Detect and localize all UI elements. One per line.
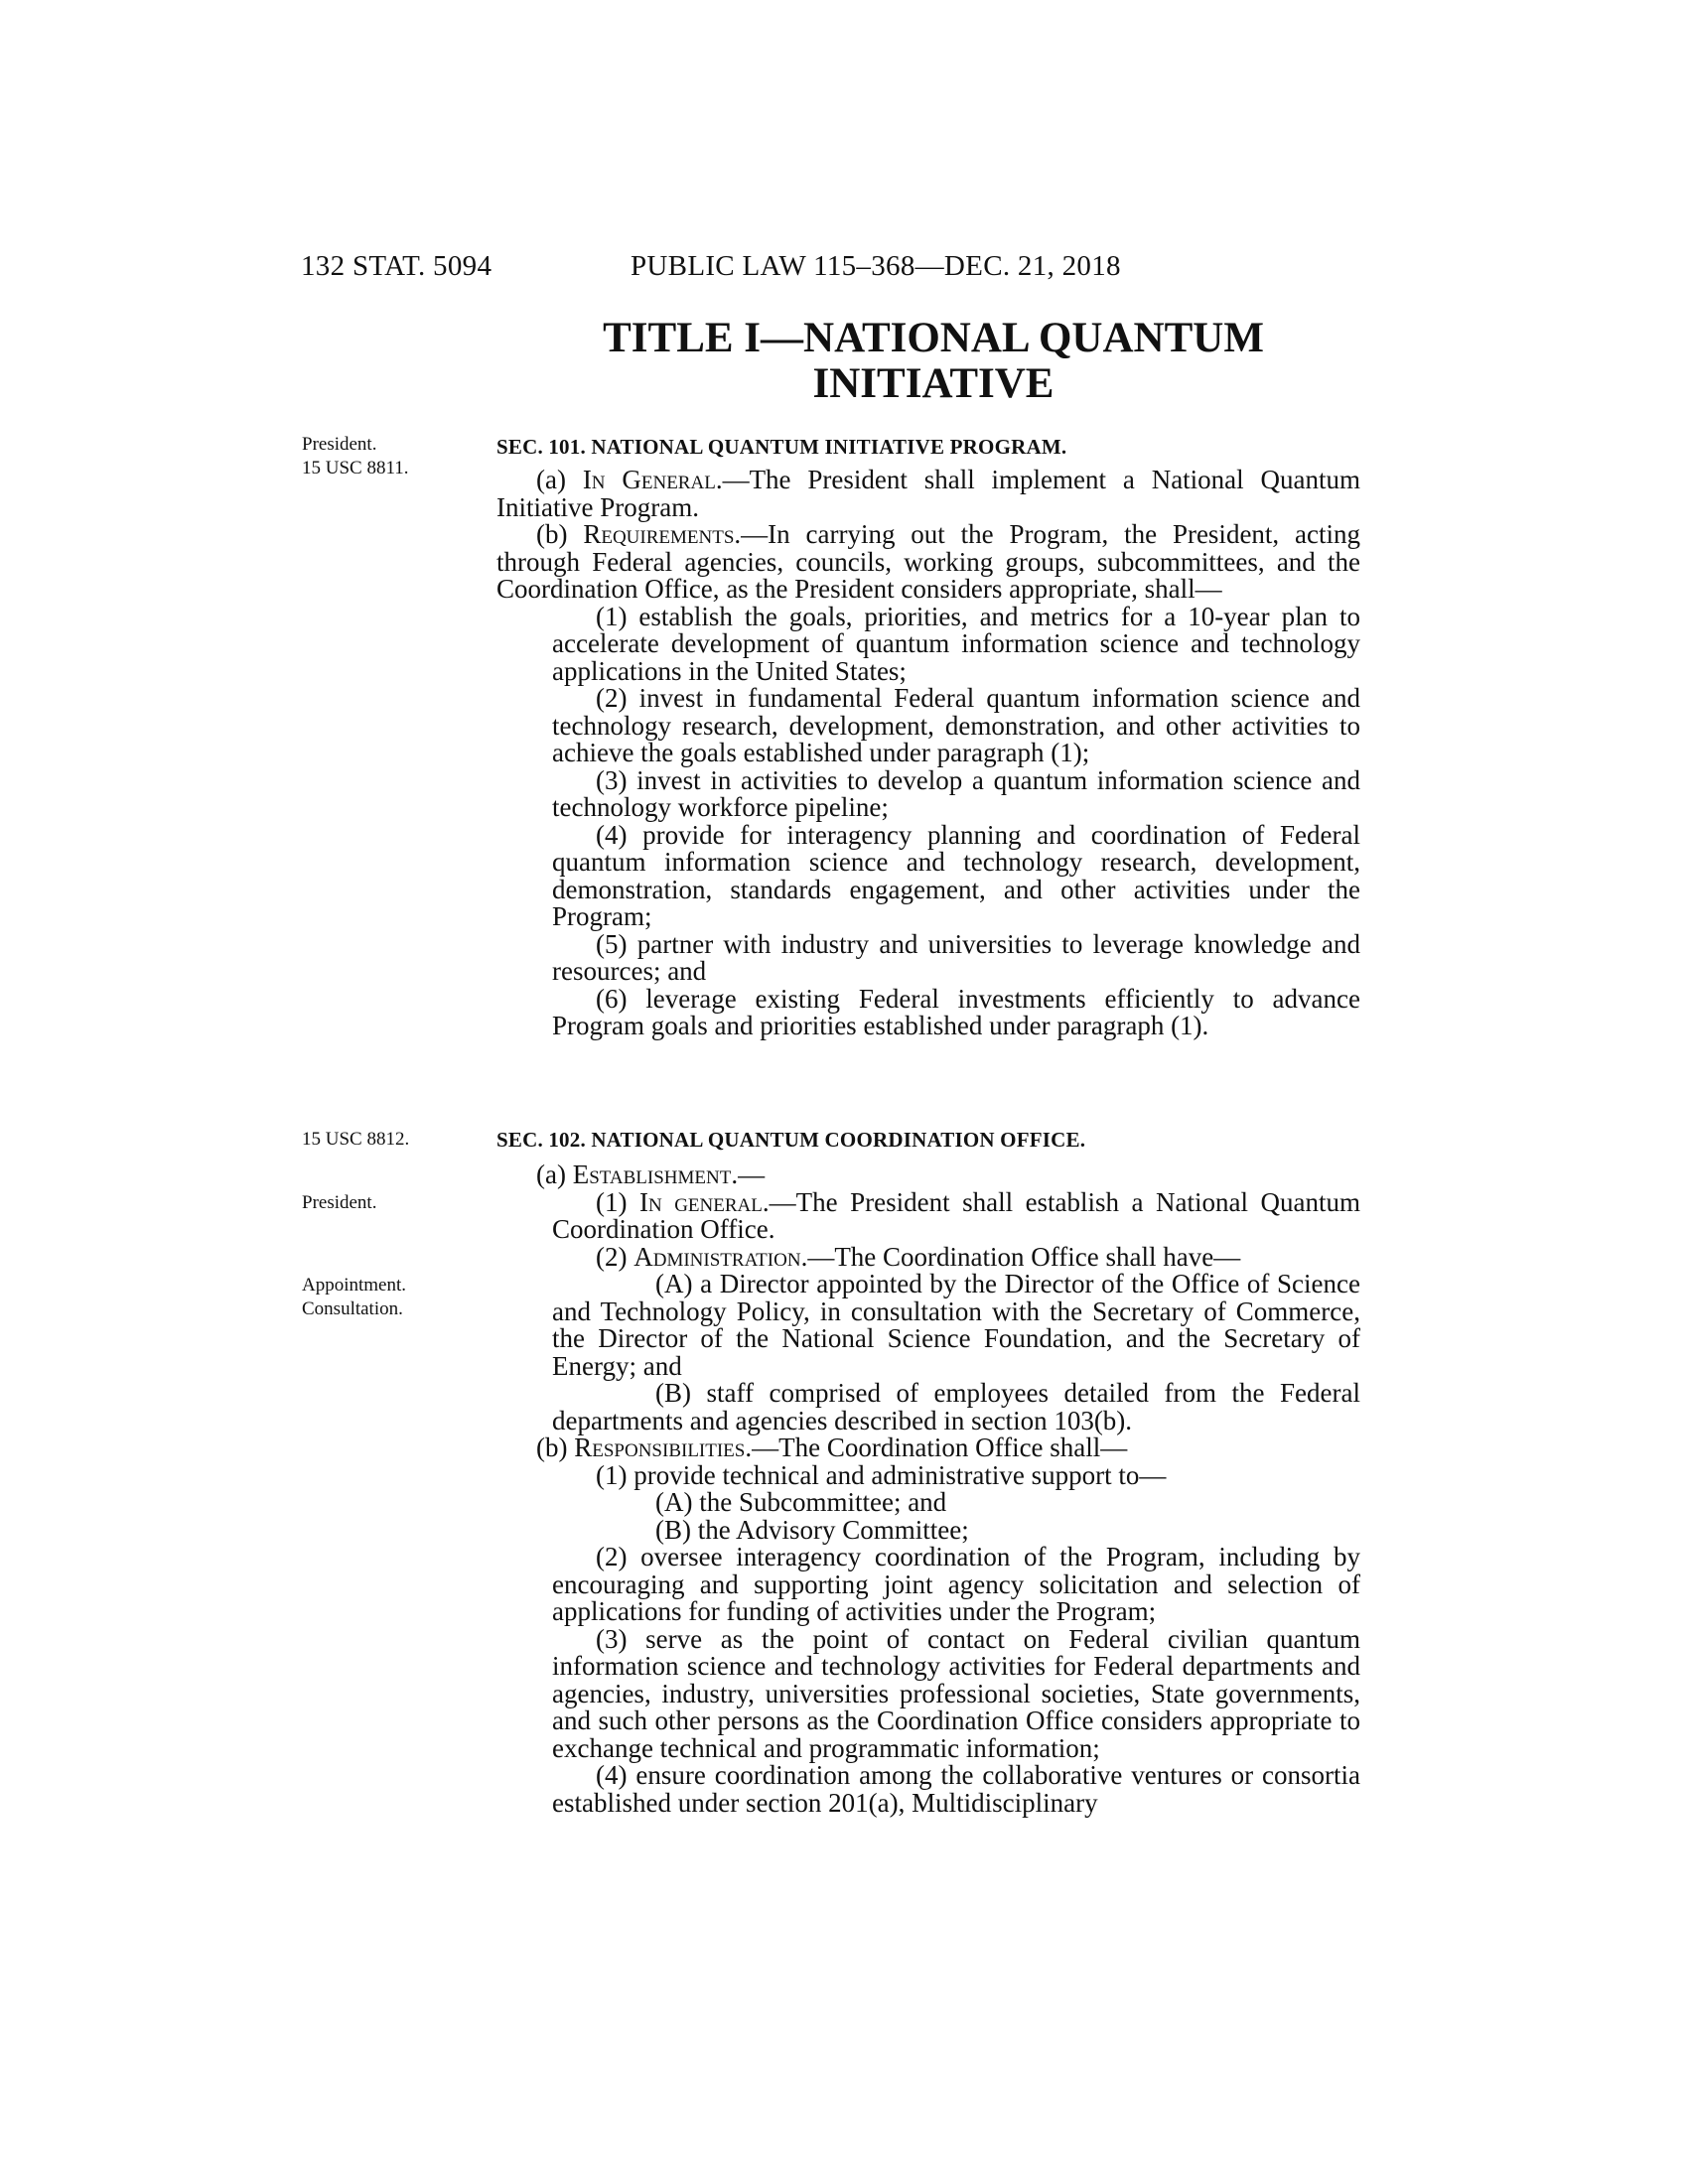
margin-note-appointment: Appointment. <box>302 1275 407 1296</box>
title-line-1: TITLE I—NATIONAL QUANTUM <box>603 315 1264 361</box>
sec102-a-paragraph-1: (1) In general.—The President shall establish a National Quantum Coordination Office. <box>552 1186 1360 1244</box>
sec102-subsection-b: (b) Responsibilities.—The Coordination Office shall— <box>536 1433 1128 1462</box>
sec102-a-paragraph-2: (2) Administration.—The Coordination Office shall have— <box>596 1241 1241 1272</box>
sec102-b1-subparagraph-b: (B) the Advisory Committee; <box>655 1514 969 1545</box>
page-stat-number: 132 STAT. 5094 <box>301 250 492 282</box>
sec102-b-paragraph-1: (1) provide technical and administrative support to— <box>596 1459 1167 1490</box>
section-102-body <box>496 1161 1360 1817</box>
margin-note-usc-8812: 15 USC 8812. <box>302 1129 410 1150</box>
sec102-b1-subparagraph-a: (A) the Subcommittee; and <box>655 1487 947 1517</box>
sec102-a2-subparagraph-a: (A) a Director appointed by the Director of the Office of Science and Technology Policy, in consultation with the Secretary of Commerce, the Director of the National Science Foundation, and the Secretary of Energy; and <box>552 1269 1360 1381</box>
sec101-paragraph-3: (3) invest in activities to develop a quantum information science and technology workforce pipeline; <box>552 764 1360 822</box>
margin-note-president-2: President. <box>302 1192 377 1213</box>
sec102-subsection-a: (a) Establishment.— <box>536 1160 766 1189</box>
sec101-paragraph-1: (1) establish the goals, priorities, and metrics for a 10-year plan to accelerate development of quantum information science and technology applications in the United States; <box>552 601 1360 686</box>
margin-note-consultation: Consultation. <box>302 1298 403 1319</box>
sec101-paragraph-6: (6) leverage existing Federal investments efficiently to advance Program goals and priorities established under paragraph (1). <box>552 983 1360 1040</box>
section-101-body <box>496 467 1360 1040</box>
sec101-paragraph-2: (2) invest in fundamental Federal quantum information science and technology research, development, demonstration, and other activities to achieve the goals established under paragraph (1); <box>552 683 1360 767</box>
sec101-paragraph-5: (5) partner with industry and universities to leverage knowledge and resources; and <box>552 928 1360 986</box>
margin-note-president: President. <box>302 434 377 455</box>
sec101-paragraph-4: (4) provide for interagency planning and coordination of Federal quantum information science and technology research, development, demonstration, standards engagement, and other activities under the Program; <box>552 819 1360 931</box>
sec102-b-paragraph-3: (3) serve as the point of contact on Federal civilian quantum information science and technology activities for Federal departments and agencies, industry, universities professional societies, State governments, and such other persons as the Coordination Office considers appropriate to exchange technical and programmatic information; <box>552 1623 1360 1763</box>
margin-note-usc-8811: 15 USC 8811. <box>302 458 409 478</box>
sec101-subsection-a: (a) In General.—The President shall implement a National Quantum Initiative Program. <box>496 465 1360 522</box>
sec102-b-paragraph-4: (4) ensure coordination among the collaborative ventures or consortia established under section 201(a), Multidisciplinary <box>552 1760 1360 1818</box>
sec101-subsection-b: (b) Requirements.—In carrying out the Program, the President, acting through Federal agencies, councils, working groups, subcommittees, and the Coordination Office, as the President considers appropriate, shall— <box>496 519 1360 604</box>
section-101-heading: SEC. 101. NATIONAL QUANTUM INITIATIVE PROGRAM. <box>496 435 1067 459</box>
title-line-2: INITIATIVE <box>812 360 1055 407</box>
page-law-citation: PUBLIC LAW 115–368—DEC. 21, 2018 <box>631 250 1121 282</box>
sec102-b-paragraph-2: (2) oversee interagency coordination of the Program, including by encouraging and supporting joint agency solicitation and selection of applications for funding of activities under the Program; <box>552 1542 1360 1626</box>
section-102-heading: SEC. 102. NATIONAL QUANTUM COORDINATION OFFICE. <box>496 1128 1086 1152</box>
sec102-a2-subparagraph-b: (B) staff comprised of employees detailed from the Federal departments and agencies described in section 103(b). <box>552 1378 1360 1435</box>
